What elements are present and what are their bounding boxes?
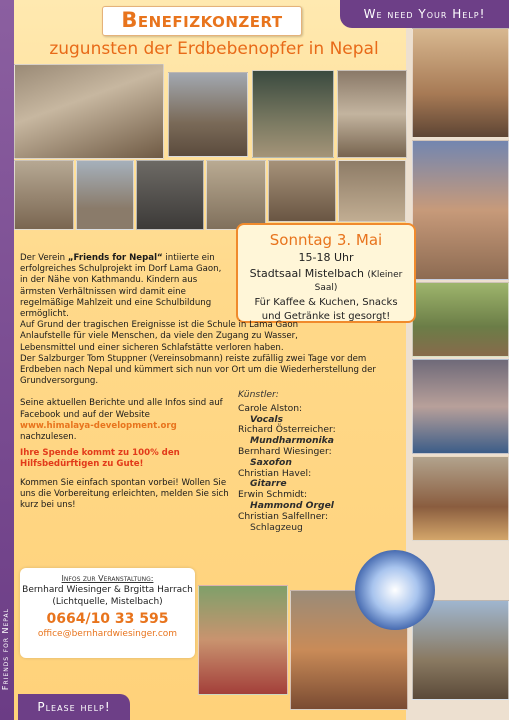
contact-email[interactable]: office@bernhardwiesinger.com	[37, 629, 178, 639]
side-stripe	[0, 0, 14, 720]
artist-item	[238, 404, 408, 426]
intro-pre: Der Verein	[20, 253, 68, 263]
photo-street-damage	[206, 160, 266, 230]
artist-item	[238, 447, 408, 469]
event-date: Sonntag 3. Mai	[269, 231, 383, 249]
photo-temple-ruins	[268, 160, 336, 222]
photo-school-building	[412, 282, 509, 357]
photo-volunteers	[412, 359, 509, 454]
intro-paragraph	[20, 253, 230, 320]
artist-name: Christian Havel:	[238, 467, 312, 479]
photo-rubble	[337, 70, 407, 158]
artist-instrument: Schlagzeug	[250, 521, 303, 533]
friends-for-nepal-logo	[355, 550, 435, 630]
artist-name: Carole Alston:	[238, 402, 303, 414]
artist-instrument: Saxofon	[250, 456, 292, 468]
event-food-line2: und Getränke ist gesorgt!	[261, 311, 391, 322]
photo-leaning-tower	[76, 160, 134, 230]
contact-title: Infos zur Veranstaltung:	[61, 574, 154, 583]
photo-tent-camp	[252, 70, 334, 158]
photo-damaged-street	[168, 72, 248, 157]
donation-note: Ihre Spende kommt zu 100% den Hilfsbedürftigen zu Gute!	[20, 448, 180, 470]
artist-name: Christian Salfellner:	[238, 510, 329, 522]
photo-debris	[338, 160, 406, 222]
event-venue-note: (Kleiner Saal)	[314, 270, 403, 293]
event-venue: Stadtsaal Mistelbach	[249, 267, 364, 280]
photo-construction	[412, 600, 509, 700]
artist-instrument: Vocals	[250, 413, 284, 425]
intro-post: intiierte ein erfolgreiches Schulprojekt im Dorf Lama Gaon, in der Nähe von Kathmandu. Kindern aus ärmsten Verhältnissen wird damit eine regelmäßige Mahlzeit und eine Schulbildung ermöglicht.	[20, 253, 222, 320]
org-name: „Friends for Nepal“	[67, 253, 163, 263]
artist-item	[238, 425, 408, 447]
help-banner: We need Your Help!	[340, 0, 509, 28]
school-paragraph: Auf Grund der tragischen Ereignisse ist die Schule in Lama Gaon Anlaufstelle für viele Menschen, da viele den Zugang zu Wasser, Lebensmittel und einer sicheren Schlafstätte verloren haben.	[20, 320, 299, 353]
contact-names: Bernhard Wiesinger & Brgitta Harrach	[22, 585, 193, 595]
artist-item	[238, 469, 408, 491]
artist-name: Erwin Schmidt:	[238, 489, 308, 501]
please-help-banner: Please help!	[18, 694, 130, 720]
artist-instrument: Hammond Orgel	[250, 499, 334, 511]
contact-box	[20, 568, 195, 658]
photo-collapsed-building	[14, 64, 164, 159]
contact-venue: (Lichtquelle, Mistelbach)	[52, 597, 163, 607]
photo-school-meal	[412, 456, 509, 541]
photo-ruins-1	[14, 160, 74, 230]
page-subtitle: zugunsten der Erdbebenopfer in Nepal	[49, 39, 379, 59]
artist-name: Bernhard Wiesinger:	[238, 445, 332, 457]
reports-paragraph: Seine aktuellen Berichte und alle Infos sind auf Facebook und auf der Website	[20, 398, 223, 420]
artist-instrument: Gitarre	[250, 478, 287, 490]
page-title: Benefizkonzert	[121, 8, 283, 32]
website-link[interactable]: www.himalaya-development.org	[20, 420, 177, 431]
artist-item	[238, 512, 408, 534]
artists-heading: Künstler:	[238, 389, 279, 400]
event-food-line1: Für Kaffee & Kuchen, Snacks	[254, 297, 398, 308]
artists-list	[238, 390, 408, 533]
photo-cracked-road	[136, 160, 204, 230]
side-label: Friends for Nepal	[1, 607, 10, 690]
reports-end: nachzulesen.	[20, 432, 77, 443]
photo-smiling-child	[198, 585, 288, 695]
photo-praying-child	[412, 28, 509, 138]
invite-paragraph: Kommen Sie einfach spontan vorbei! Wollen Sie uns die Vorbereitung erleichten, melden Sie sich kurz bei uns!	[20, 477, 229, 511]
contact-phone[interactable]: 0664/10 33 595	[46, 611, 169, 627]
artist-name: Richard Österreicher:	[238, 424, 336, 436]
photo-children-eating	[412, 140, 509, 280]
event-time: 15-18 Uhr	[298, 251, 354, 264]
chairman-paragraph: Der Salzburger Tom Stuppner (Vereinsobmann) reiste zufällig zwei Tage vor dem Erdbeben nach Nepal und kümmert sich nun vor Ort um die Wiederherstellung der Grundversorgung.	[20, 353, 376, 387]
artist-item	[238, 490, 408, 512]
artist-instrument: Mundharmonika	[250, 435, 334, 447]
